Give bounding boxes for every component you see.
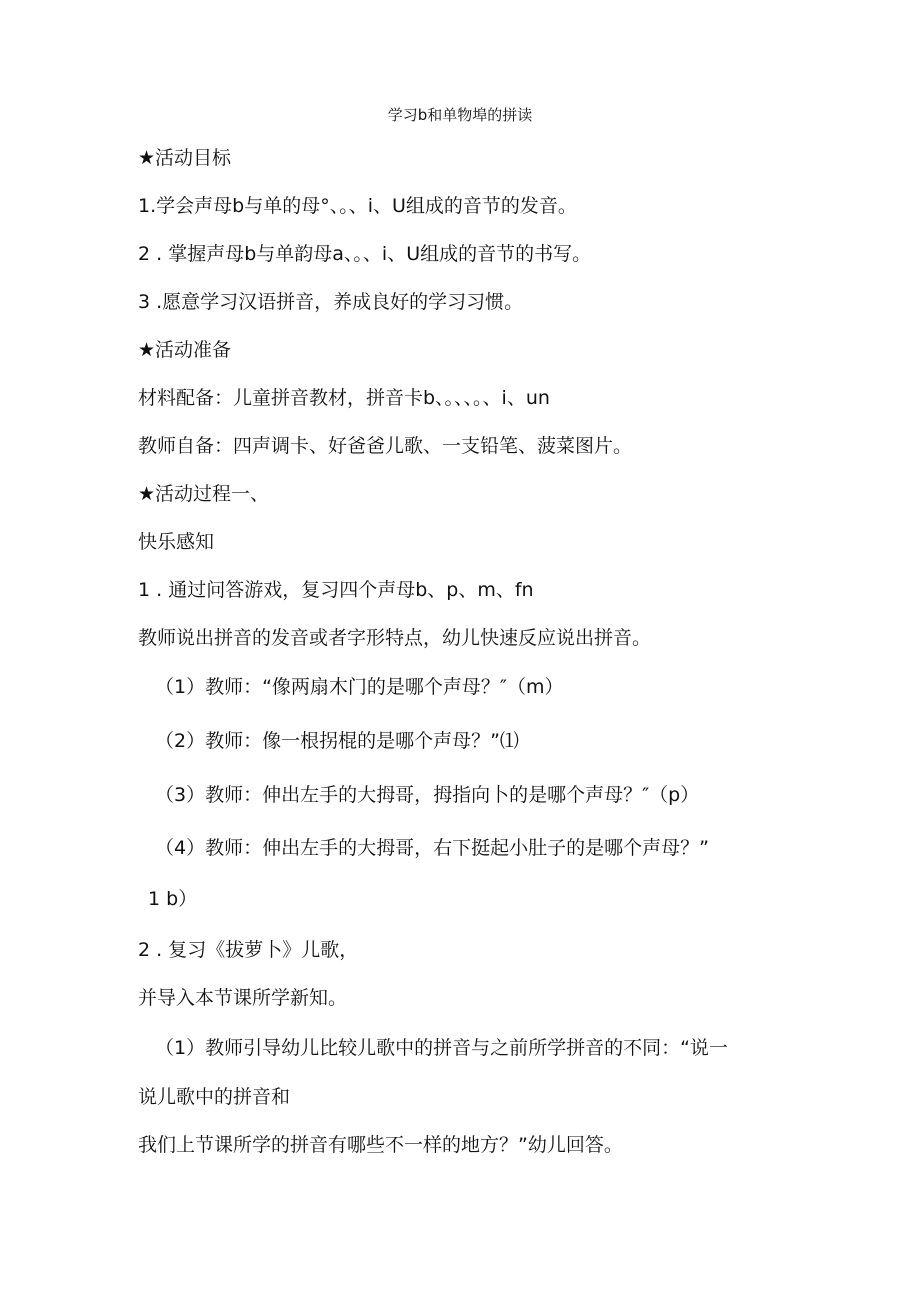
- goal-item-3: 3 .愿意学习汉语拼音，养成良好的学习习惯。: [138, 291, 524, 313]
- question-4: （4）教师：伸出左手的大拇哥，右下挺起小肚子的是哪个声母？”: [155, 837, 709, 859]
- section-heading-process: ★活动过程一、: [138, 483, 270, 505]
- subheading-happy-perception: 快乐感知: [138, 531, 215, 553]
- question-1: （1）教师：“像两扇木门的是哪个声母？″（m）: [155, 676, 564, 698]
- question-2: （2）教师：像一根拐棍的是哪个声母？”⑴: [155, 730, 519, 752]
- paragraph: 教师说出拼音的发音或者字形特点，幼儿快速反应说出拼音。: [138, 627, 652, 649]
- goal-item-2: 2 . 掌握声母b与单韵母a、。、i、U组成的音节的书写。: [138, 243, 592, 265]
- materials-line: 材料配备：儿童拼音教材，拼音卡b、。、、。、i、un: [138, 387, 550, 409]
- paragraph: 我们上节课所学的拼音有哪些不一样的地方？”幼儿回答。: [138, 1134, 623, 1156]
- goal-item-1: 1.学会声母b与单的母°、。、i、U组成的音节的发音。: [138, 195, 577, 217]
- paragraph: 说儿歌中的拼音和: [138, 1086, 291, 1108]
- teacher-materials-line: 教师自备：四声调卡、好爸爸儿歌、一支铅笔、菠菜图片。: [138, 435, 633, 457]
- process-item-1: 1 . 通过问答游戏，复习四个声母b、p、m、fn: [138, 579, 534, 601]
- question-4-answer: 1 b）: [148, 888, 198, 910]
- question-3: （3）教师：伸出左手的大拇哥，拇指向卜的是哪个声母？″（p）: [155, 784, 700, 806]
- page-title: 学习b和单物埠的拼读: [387, 106, 533, 124]
- process-item-2: 2 . 复习《拔萝卜》儿歌，: [138, 939, 359, 961]
- section-heading-preparation: ★活动准备: [138, 339, 232, 361]
- sub-item-1: （1）教师引导幼儿比较儿歌中的拼音与之前所学拼音的不同：“说一: [155, 1037, 728, 1059]
- section-heading-goals: ★活动目标: [138, 147, 232, 169]
- paragraph: 并导入本节课所学新知。: [138, 987, 348, 1009]
